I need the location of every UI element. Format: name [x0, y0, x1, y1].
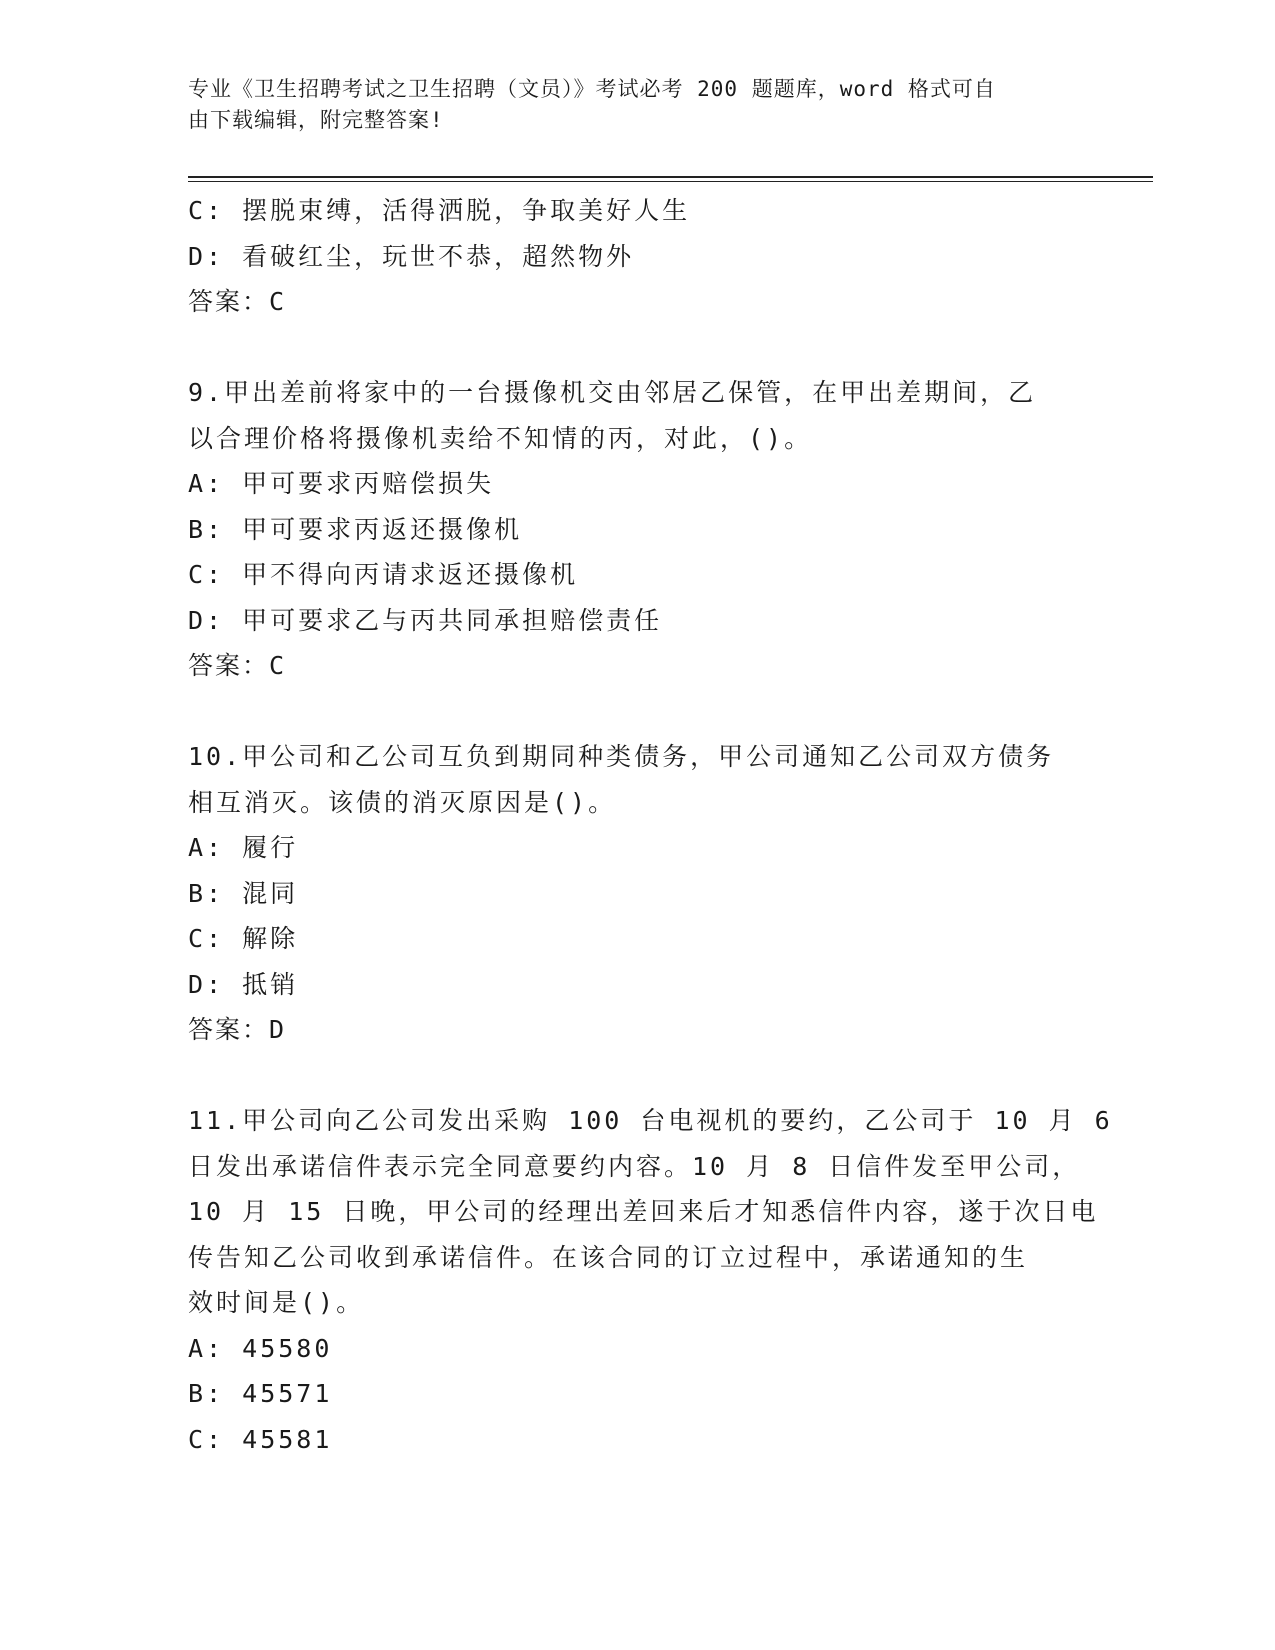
header-rule-thick	[188, 176, 1153, 178]
carry-over-question	[188, 188, 1078, 325]
option-c: C: 解除	[188, 924, 299, 953]
option-d: D: 抵销	[188, 969, 299, 999]
option-d: D: 看破红尘，玩世不恭，超然物外	[188, 241, 635, 271]
question-9	[188, 370, 1078, 689]
option-a: A: 45580	[188, 1333, 333, 1363]
header-line-2: 由下载编辑，附完整答案!	[188, 108, 444, 132]
question-text-line: 10.甲公司和乙公司互负到期同种类债务，甲公司通知乙公司双方债务	[188, 742, 1055, 771]
header-line-1: 专业《卫生招聘考试之卫生招聘（文员）》考试必考 200 题题库，word 格式可自	[188, 77, 996, 101]
question-spacer	[188, 325, 1078, 371]
question-text-line: 效时间是()。	[188, 1288, 365, 1317]
option-b: B: 甲可要求丙返还摄像机	[188, 514, 523, 544]
question-11	[188, 1098, 1113, 1462]
question-text-line: 11.甲公司向乙公司发出采购 100 台电视机的要约，乙公司于 10 月 6	[188, 1106, 1113, 1135]
option-c: C: 甲不得向丙请求返还摄像机	[188, 560, 579, 589]
header-rule-thin	[188, 181, 1153, 182]
option-a: A: 甲可要求丙赔偿损失	[188, 469, 495, 498]
answer-line: 答案：C	[188, 651, 287, 680]
question-content	[188, 188, 1113, 1462]
option-c: C: 摆脱束缚，活得洒脱，争取美好人生	[188, 196, 691, 225]
question-text-line: 10 月 15 日晚，甲公司的经理出差回来后才知悉信件内容，遂于次日电	[188, 1197, 1099, 1226]
option-b: B: 45571	[188, 1379, 333, 1408]
option-c: C: 45581	[188, 1424, 333, 1454]
question-10	[188, 734, 1078, 1053]
question-text-line: 以合理价格将摄像机卖给不知情的丙，对此，()。	[188, 423, 813, 453]
question-text-line: 日发出承诺信件表示完全同意要约内容。10 月 8 日信件发至甲公司，	[188, 1151, 1081, 1181]
question-text-line: 传告知乙公司收到承诺信件。在该合同的订立过程中，承诺通知的生	[188, 1242, 1029, 1272]
question-text-line: 9.甲出差前将家中的一台摄像机交由邻居乙保管，在甲出差期间，乙	[188, 378, 1037, 407]
page-header	[188, 74, 1068, 136]
answer-line: 答案：C	[188, 287, 287, 316]
question-text-line: 相互消灭。该债的消灭原因是()。	[188, 787, 617, 817]
option-d: D: 甲可要求乙与丙共同承担赔偿责任	[188, 605, 663, 635]
question-spacer	[188, 1053, 1078, 1099]
answer-line: 答案：D	[188, 1015, 287, 1044]
option-a: A: 履行	[188, 833, 299, 862]
option-b: B: 混同	[188, 878, 299, 908]
question-spacer	[188, 689, 1078, 735]
